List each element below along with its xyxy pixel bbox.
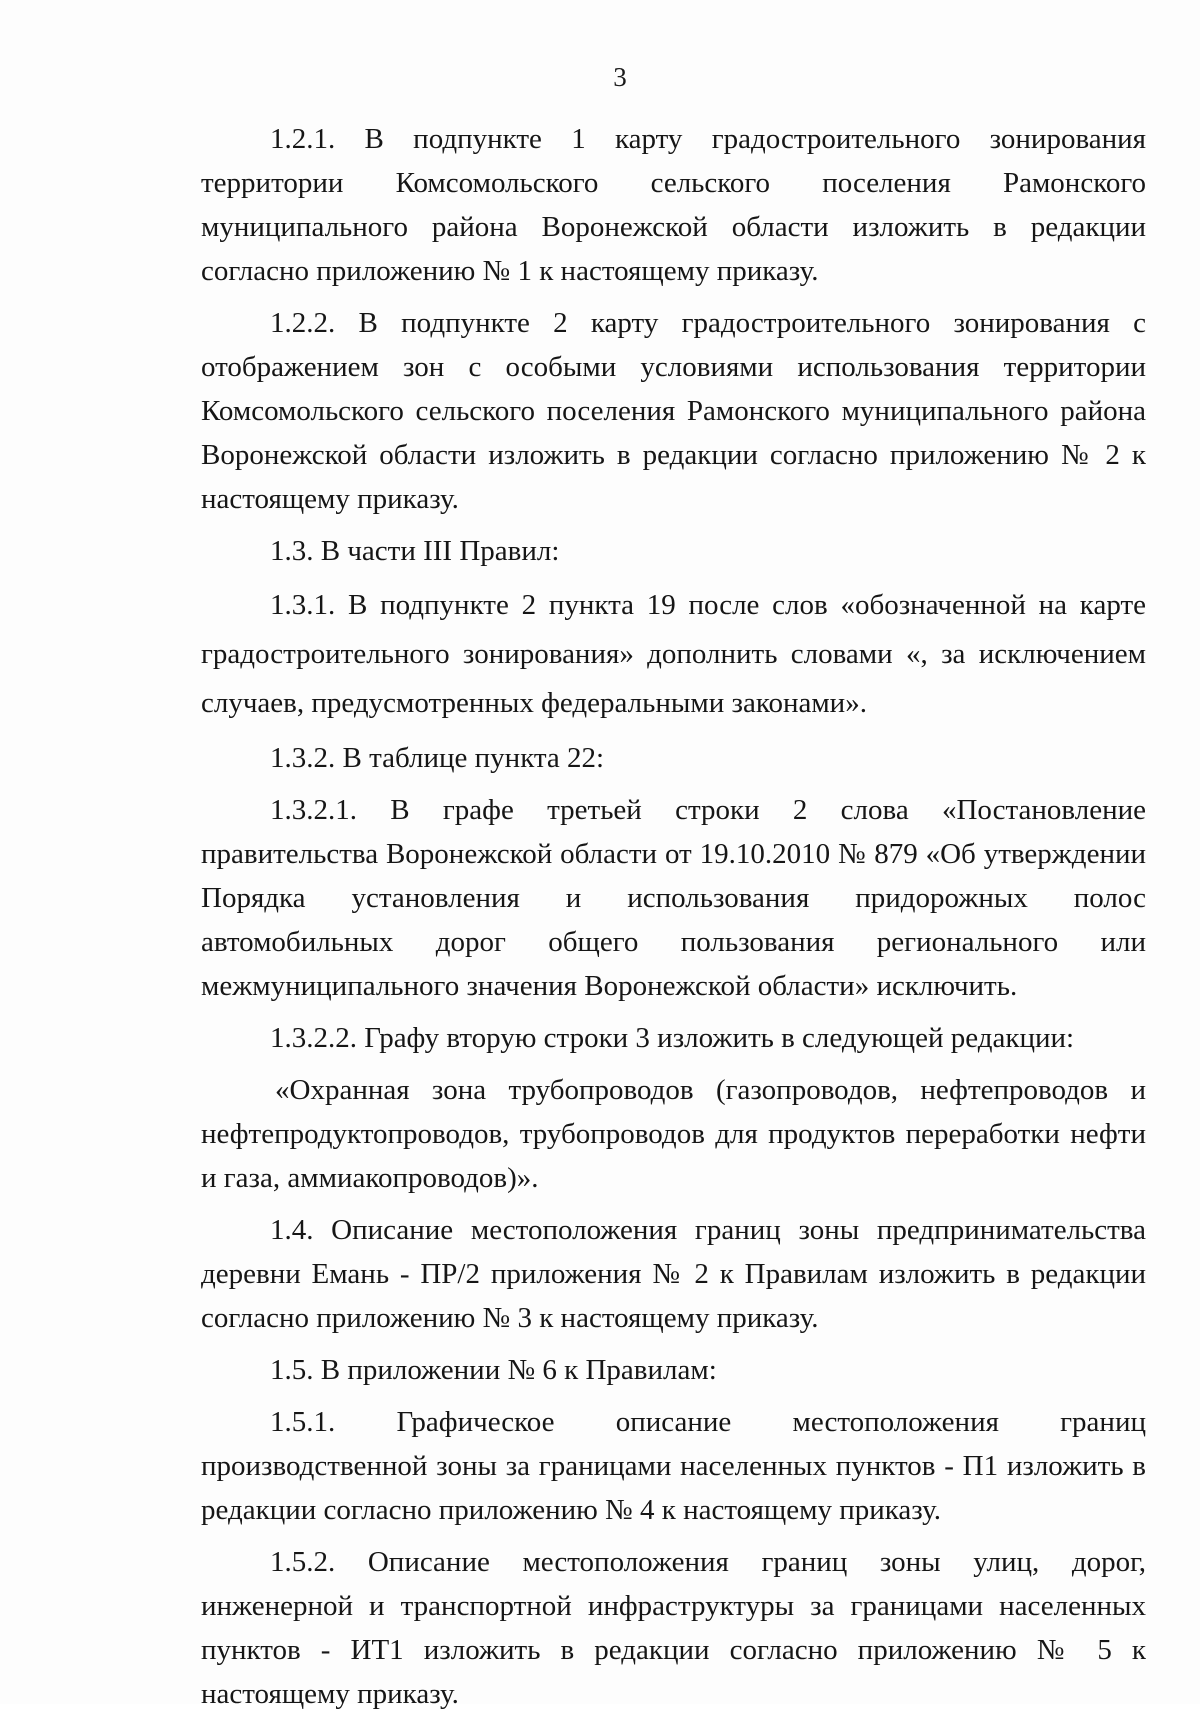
paragraph-1-3-2: 1.3.2. В таблице пункта 22: [270, 742, 605, 774]
paragraph-1-2-2: 1.2.2. В подпункте 2 карту градостроительного зонирования с отображением зон с особыми условиями использования территории Комсомольского сельского поселения Рамонского муниципального района Воронежской области изложить в редакции согласно приложению № 2 к настоящему приказу. [201, 307, 1146, 515]
paragraph-1-2-1: 1.2.1. В подпункте 1 карту градостроительного зонирования территории Комсомольского сельского поселения Рамонского муниципального района Воронежской области изложить в редакции согласно приложению № 1 к настоящему приказу. [201, 123, 1146, 287]
paragraph-1-3: 1.3. В части III Правил: [270, 535, 560, 567]
paragraph-1-3-2-2: 1.3.2.2. Графу вторую строки 3 изложить в следующей редакции: [270, 1022, 1075, 1054]
paragraph-1-3-1: 1.3.1. В подпункте 2 пункта 19 после слов «обозначенной на карте градостроительного зонирования» дополнить словами «, за исключением случаев, предусмотренных федеральными законами». [201, 589, 1146, 719]
page-number: 3 [613, 62, 627, 92]
paragraph-quote-pipelines: «Охранная зона трубопроводов (газопроводов, нефтепроводов и нефтепродуктопроводов, трубопроводов для продуктов переработки нефти и газа, аммиакопроводов)». [201, 1074, 1146, 1194]
paragraph-1-4: 1.4. Описание местоположения границ зоны предпринимательства деревни Емань - ПР/2 приложения № 2 к Правилам изложить в редакции согласно приложению № 3 к настоящему приказу. [201, 1214, 1146, 1334]
document-body [201, 117, 1146, 1724]
paragraph-1-5: 1.5. В приложении № 6 к Правилам: [270, 1354, 717, 1386]
paragraph-1-5-2: 1.5.2. Описание местоположения границ зоны улиц, дорог, инженерной и транспортной инфраструктуры за границами населенных пунктов - ИТ1 изложить в редакции согласно приложению № 5 к настоящему приказу. [201, 1546, 1146, 1710]
paragraph-1-5-1: 1.5.1. Графическое описание местоположения границ производственной зоны за границами населенных пунктов - П1 изложить в редакции согласно приложению № 4 к настоящему приказу. [201, 1406, 1146, 1526]
paragraph-1-3-2-1: 1.3.2.1. В графе третьей строки 2 слова «Постановление правительства Воронежской области от 19.10.2010 № 879 «Об утверждении Порядка установления и использования придорожных полос автомобильных дорог общего пользования регионального или межмуниципального значения Воронежской области» исключить. [201, 794, 1146, 1002]
